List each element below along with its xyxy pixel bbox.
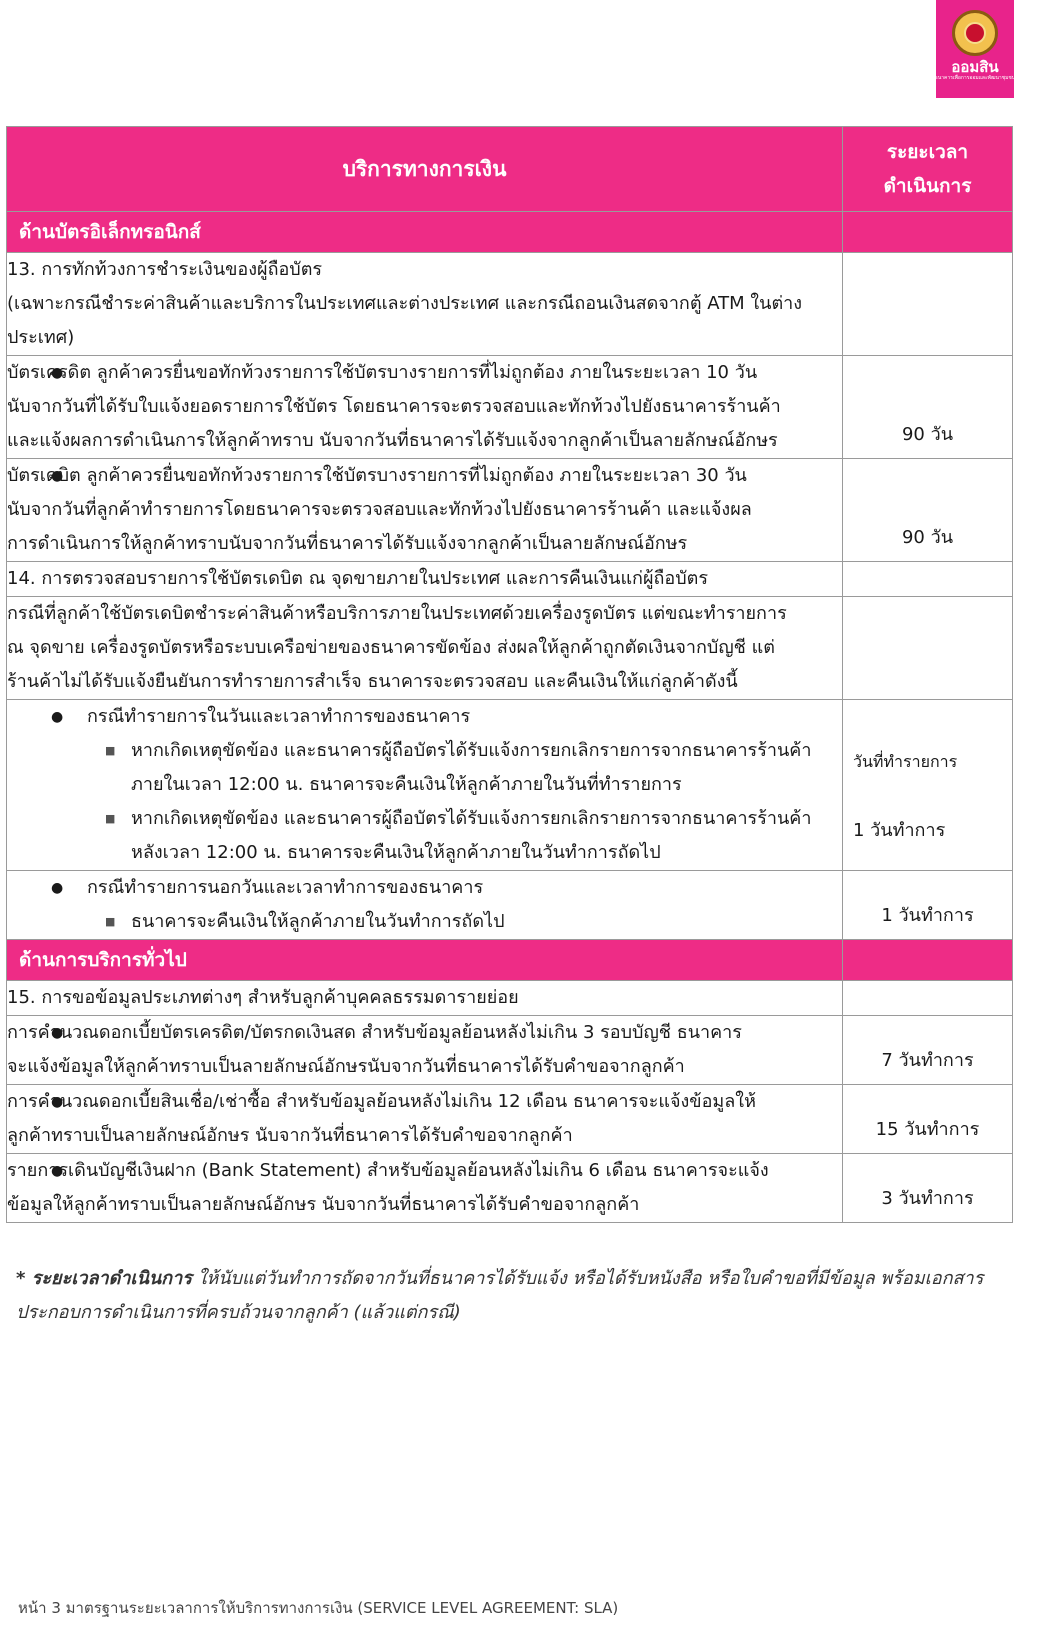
footnote-line1	[16, 1262, 1006, 1296]
table-row	[7, 459, 1013, 562]
text-line: หลังเวลา 12:00 น. ธนาคารจะคืนเงินให้ลูกค้าภายในวันทำการถัดไป	[131, 842, 661, 863]
item15-statement	[7, 1154, 843, 1223]
interest-card-time: 7 วันทำการ	[843, 1016, 1013, 1085]
logo-tagline: ธนาคารเพื่อการออมและพัฒนาชุมชน	[934, 75, 1016, 81]
section-general-service: ด้านการบริการทั่วไป	[7, 940, 843, 981]
item13-title-cell	[7, 253, 843, 356]
footnote-line2: ประกอบการดำเนินการที่ครบถ้วนจากลูกค้า (แล้วแต่กรณี)	[16, 1302, 461, 1323]
item15-title: 15. การขอข้อมูลประเภทต่างๆ สำหรับลูกค้าบุคคลธรรมดารายย่อย	[7, 981, 843, 1016]
item13-debit-time: 90 วัน	[843, 459, 1013, 562]
table-row	[7, 700, 1013, 871]
item14-in-hours	[7, 700, 843, 871]
text-line: และแจ้งผลการดำเนินการให้ลูกค้าทราบ นับจากวันที่ธนาคารได้รับแจ้งจากลูกค้าเป็นลายลักษณ์อักษร	[7, 430, 778, 451]
text-line: ● การคำนวณดอกเบี้ยสินเชื่อ/เช่าซื้อ สำหรับข้อมูลย้อนหลังไม่เกิน 12 เดือน ธนาคารจะแจ้งข้อมูลให้	[7, 1091, 756, 1112]
text-line: ภายในเวลา 12:00 น. ธนาคารจะคืนเงินให้ลูกค้าภายในวันที่ทำรายการ	[131, 774, 682, 795]
text-line: ■ หากเกิดเหตุขัดข้อง และธนาคารผู้ถือบัตรได้รับแจ้งการยกเลิกรายการจากธนาคารร้านค้า	[131, 808, 812, 829]
text-line: นับจากวันที่ลูกค้าทำรายการโดยธนาคารจะตรวจสอบและทักท้วงไปยังธนาคารร้านค้า และแจ้งผล	[7, 499, 752, 520]
item13-title: 13. การทักท้วงการชำระเงินของผู้ถือบัตร	[7, 259, 323, 280]
text-line: นับจากวันที่ได้รับใบแจ้งยอดรายการใช้บัตร โดยธนาคารจะตรวจสอบและทักท้วงไปยังธนาคารร้านค้า	[7, 396, 781, 417]
text-line: ● บัตรเดบิต ลูกค้าควรยื่นขอทักท้วงรายการใช้บัตรบางรายการที่ไม่ถูกต้อง ภายในระยะเวลา 30 วัน	[7, 465, 747, 486]
table-row	[7, 1016, 1013, 1085]
item15-interest-loan	[7, 1085, 843, 1154]
header-time	[843, 127, 1013, 212]
section-row	[7, 940, 1013, 981]
in-hours-heading: ● กรณีทำรายการในวันและเวลาทำการของธนาคาร	[7, 700, 842, 734]
text-line: ● การคำนวณดอกเบี้ยบัตรเครดิต/บัตรกดเงินสด สำหรับข้อมูลย้อนหลังไม่เกิน 3 รอบบัญชี ธนาคาร	[7, 1022, 742, 1043]
table-row	[7, 1085, 1013, 1154]
interest-loan-time: 15 วันทำการ	[843, 1085, 1013, 1154]
bank-logo	[936, 0, 1014, 98]
header-time-line1: ระยะเวลา	[886, 141, 969, 163]
page-footer: หน้า 3 มาตรฐานระยะเวลาการให้บริการทางการเงิน (SERVICE LEVEL AGREEMENT: SLA)	[18, 1599, 619, 1617]
text-line: จะแจ้งข้อมูลให้ลูกค้าทราบเป็นลายลักษณ์อักษรนับจากวันที่ธนาคารได้รับคำขอจากลูกค้า	[7, 1056, 685, 1077]
item13-debit	[7, 459, 843, 562]
out-hours-time: 1 วันทำการ	[843, 871, 1013, 940]
section-electronic-card: ด้านบัตรอิเล็กทรอนิกส์	[7, 212, 843, 253]
item14-out-hours	[7, 871, 843, 940]
item14-in-hours-times	[843, 700, 1013, 871]
text-line: ● บัตรเครดิต ลูกค้าควรยื่นขอทักท้วงรายการใช้บัตรบางรายการที่ไม่ถูกต้อง ภายในระยะเวลา 10 วัน	[7, 362, 758, 383]
item13-credit	[7, 356, 843, 459]
sla-table	[6, 126, 1013, 1223]
footnote-line1-rest: ให้นับแต่วันทำการถัดจากวันที่ธนาคารได้รับแจ้ง หรือได้รับหนังสือ หรือใบคำขอที่มีข้อมูล พร้อมเอกสาร	[191, 1268, 984, 1289]
text-line: กรณีที่ลูกค้าใช้บัตรเดบิตชำระค่าสินค้าหรือบริการภายในประเทศด้วยเครื่องรูดบัตร แต่ขณะทำรายการ	[7, 603, 787, 624]
text-line: ■ หากเกิดเหตุขัดข้อง และธนาคารผู้ถือบัตรได้รับแจ้งการยกเลิกรายการจากธนาคารร้านค้า	[131, 740, 812, 761]
text-line: ● รายการเดินบัญชีเงินฝาก (Bank Statement) สำหรับข้อมูลย้อนหลังไม่เกิน 6 เดือน ธนาคารจะแจ้ง	[7, 1160, 769, 1181]
before-noon	[7, 734, 842, 802]
text-line: ร้านค้าไม่ได้รับแจ้งยืนยันการทำรายการสำเร็จ ธนาคารจะตรวจสอบ และคืนเงินให้แก่ลูกค้าดังนี้	[7, 671, 738, 692]
text-line: ณ จุดขาย เครื่องรูดบัตรหรือระบบเครือข่ายของธนาคารขัดข้อง ส่งผลให้ลูกค้าถูกตัดเงินจากบัญชี แต่	[7, 637, 775, 658]
text-line: ลูกค้าทราบเป็นลายลักษณ์อักษร นับจากวันที่ธนาคารได้รับคำขอจากลูกค้า	[7, 1125, 573, 1146]
footnote-bold: * ระยะเวลาดำเนินการ	[16, 1268, 192, 1289]
statement-time: 3 วันทำการ	[843, 1154, 1013, 1223]
after-noon-time: 1 วันทำการ	[853, 820, 946, 841]
table-row	[7, 356, 1013, 459]
table-header-row	[7, 127, 1013, 212]
footnote	[16, 1262, 1006, 1330]
text-line: การดำเนินการให้ลูกค้าทราบนับจากวันที่ธนาคารได้รับแจ้งจากลูกค้าเป็นลายลักษณ์อักษร	[7, 533, 688, 554]
item15-interest-card	[7, 1016, 843, 1085]
out-hours-heading: ● กรณีทำรายการนอกวันและเวลาทำการของธนาคาร	[7, 871, 842, 905]
before-noon-time: วันที่ทำรายการ	[853, 752, 958, 771]
table-row	[7, 253, 1013, 356]
seal-icon	[952, 10, 998, 56]
after-noon	[7, 802, 842, 870]
section-row	[7, 212, 1013, 253]
table-row	[7, 1154, 1013, 1223]
table-row	[7, 871, 1013, 940]
table-row	[7, 981, 1013, 1016]
header-service: บริการทางการเงิน	[7, 127, 843, 212]
item14-intro	[7, 597, 843, 700]
header-time-line2: ดำเนินการ	[883, 175, 972, 197]
out-hours-detail: ■ ธนาคารจะคืนเงินให้ลูกค้าภายในวันทำการถัดไป	[7, 905, 842, 939]
table-row	[7, 562, 1013, 597]
text-line: ข้อมูลให้ลูกค้าทราบเป็นลายลักษณ์อักษร นับจากวันที่ธนาคารได้รับคำขอจากลูกค้า	[7, 1194, 640, 1215]
table-row	[7, 597, 1013, 700]
item13-credit-time: 90 วัน	[843, 356, 1013, 459]
item14-title: 14. การตรวจสอบรายการใช้บัตรเดบิต ณ จุดขายภายในประเทศ และการคืนเงินแก่ผู้ถือบัตร	[7, 562, 843, 597]
logo-bank-name: ออมสิน	[951, 58, 999, 76]
item13-subtitle: (เฉพาะกรณีชำระค่าสินค้าและบริการในประเทศและต่างประเทศ และกรณีถอนเงินสดจากตู้ ATM ในต่างประเทศ)	[7, 293, 803, 348]
